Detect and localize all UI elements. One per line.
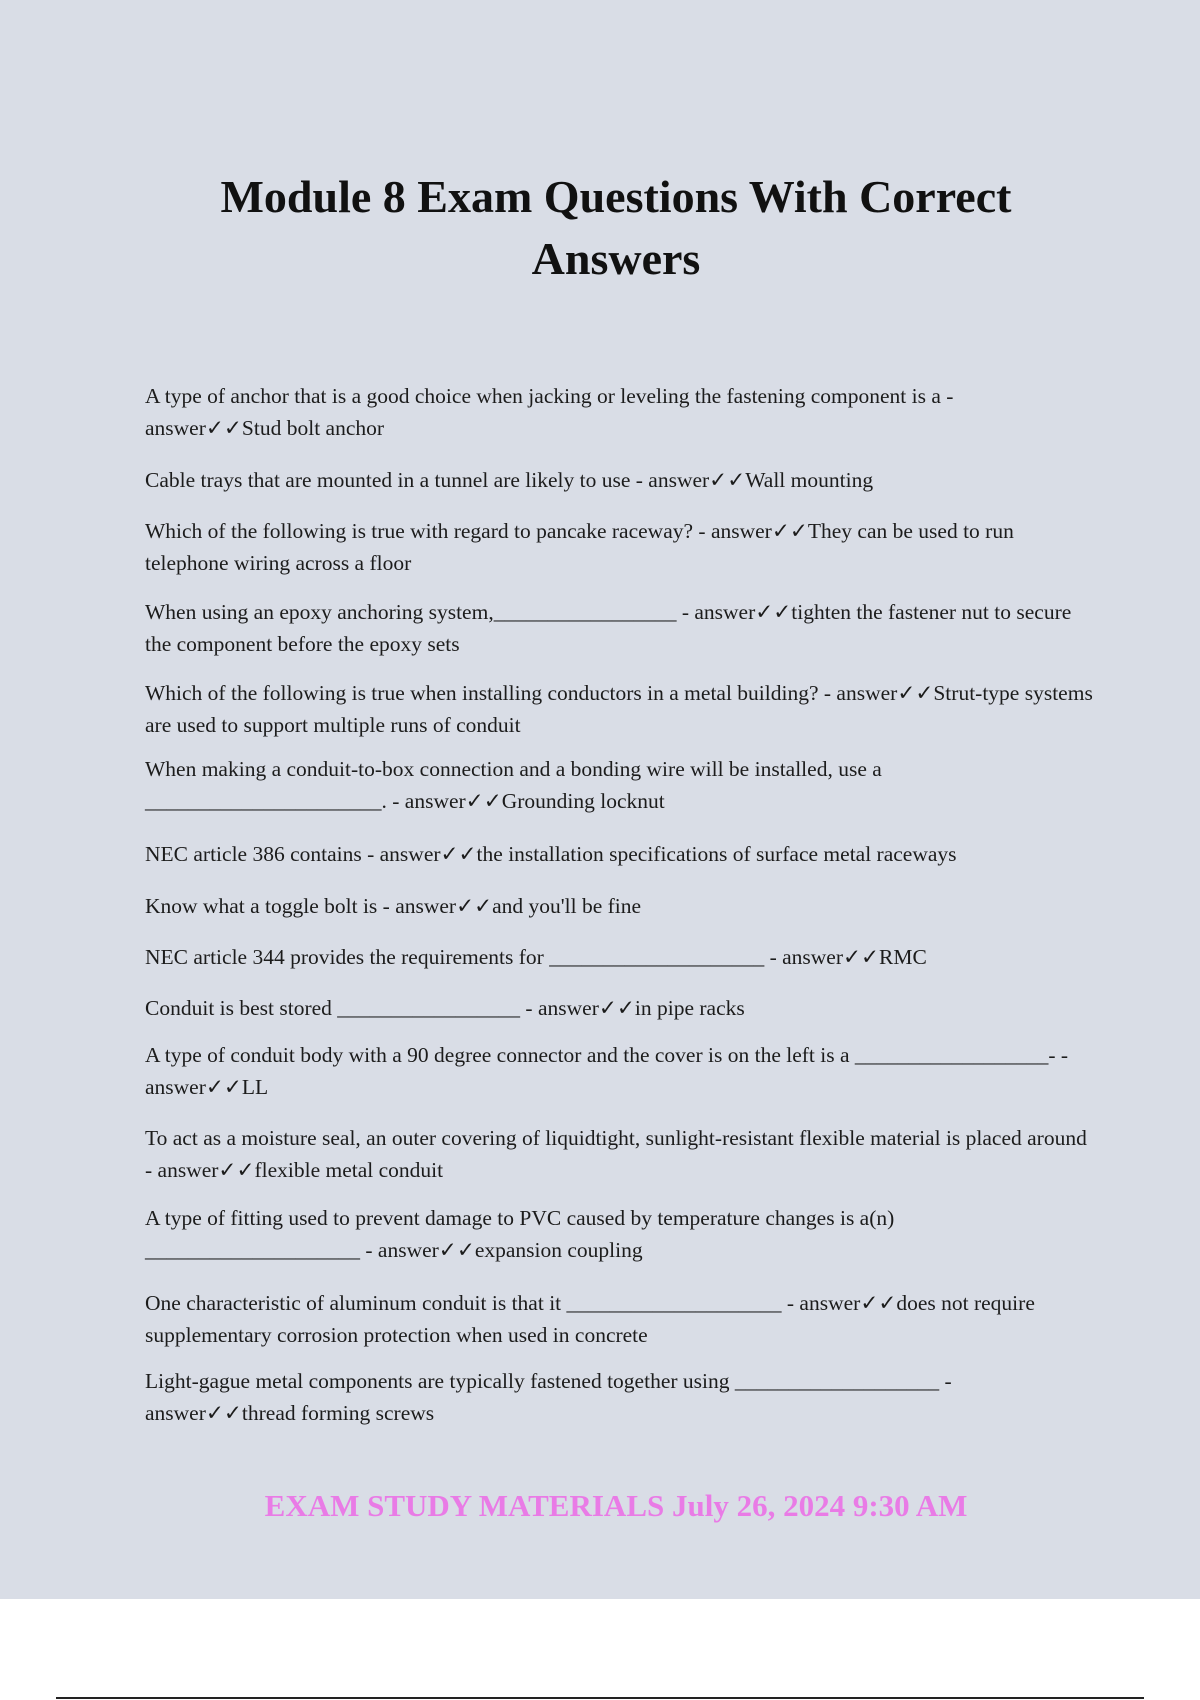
qa-item-9 — [145, 941, 1095, 973]
qa-item-15 — [145, 1365, 1095, 1429]
qa-item-text: NEC article 344 provides the requirements for ____________________ - answer✓✓RMC — [145, 945, 927, 969]
qa-item-10 — [145, 992, 1095, 1024]
qa-item-12 — [145, 1122, 1095, 1186]
qa-item-text: Conduit is best stored _________________ - answer✓✓in pipe racks — [145, 996, 745, 1020]
qa-item-1 — [145, 380, 1095, 444]
qa-item-text: When using an epoxy anchoring system,_________________ - answer✓✓tighten the fastener nut to secure the component before the epoxy sets — [145, 600, 1072, 656]
qa-item-4 — [145, 596, 1095, 660]
qa-item-text: Light-gague metal components are typically fastened together using ___________________ - answer✓✓thread forming screws — [145, 1369, 952, 1425]
qa-item-text: One characteristic of aluminum conduit is that it ____________________ - answer✓✓does not require supplementary corrosion protection when used in concrete — [145, 1291, 1035, 1347]
qa-item-text: A type of fitting used to prevent damage to PVC caused by temperature changes is a(n) ____________________ - answer✓✓expansion coupling — [145, 1206, 895, 1262]
qa-item-2 — [145, 464, 1095, 496]
qa-item-7 — [145, 838, 1095, 870]
qa-item-text: A type of conduit body with a 90 degree connector and the cover is on the left is a __________________- - answer✓✓LL — [145, 1043, 1069, 1099]
document-title: Module 8 Exam Questions With Correct Answers — [220, 171, 1012, 284]
qa-item-8 — [145, 890, 1095, 922]
qa-item-text: When making a conduit-to-box connection and a bonding wire will be installed, use a ______________________. - answer✓✓Grounding locknut — [145, 757, 882, 813]
qa-item-3 — [145, 515, 1095, 579]
bottom-divider — [56, 1697, 1144, 1699]
exam-study-materials-stamp: EXAM STUDY MATERIALS July 26, 2024 9:30 AM — [264, 1488, 968, 1523]
qa-item-11 — [145, 1039, 1095, 1103]
qa-item-6 — [145, 753, 1095, 817]
qa-item-5 — [145, 677, 1095, 741]
qa-item-text: A type of anchor that is a good choice when jacking or leveling the fastening component is a - answer✓✓Stud bolt anchor — [145, 384, 954, 440]
qa-item-text: NEC article 386 contains - answer✓✓the installation specifications of surface metal raceways — [145, 842, 957, 866]
qa-item-text: Cable trays that are mounted in a tunnel are likely to use - answer✓✓Wall mounting — [145, 468, 874, 492]
qa-item-text: To act as a moisture seal, an outer covering of liquidtight, sunlight-resistant flexible material is placed around - answer✓✓flexible metal conduit — [145, 1126, 1087, 1182]
qa-item-13 — [145, 1202, 1095, 1266]
qa-item-text: Which of the following is true with regard to pancake raceway? - answer✓✓They can be used to run telephone wiring across a floor — [145, 519, 1014, 575]
qa-item-text: Know what a toggle bolt is - answer✓✓and you'll be fine — [145, 894, 642, 918]
qa-item-14 — [145, 1287, 1095, 1351]
qa-item-text: Which of the following is true when installing conductors in a metal building? - answer✓✓Strut-type systems are used to support multiple runs of conduit — [145, 681, 1093, 737]
